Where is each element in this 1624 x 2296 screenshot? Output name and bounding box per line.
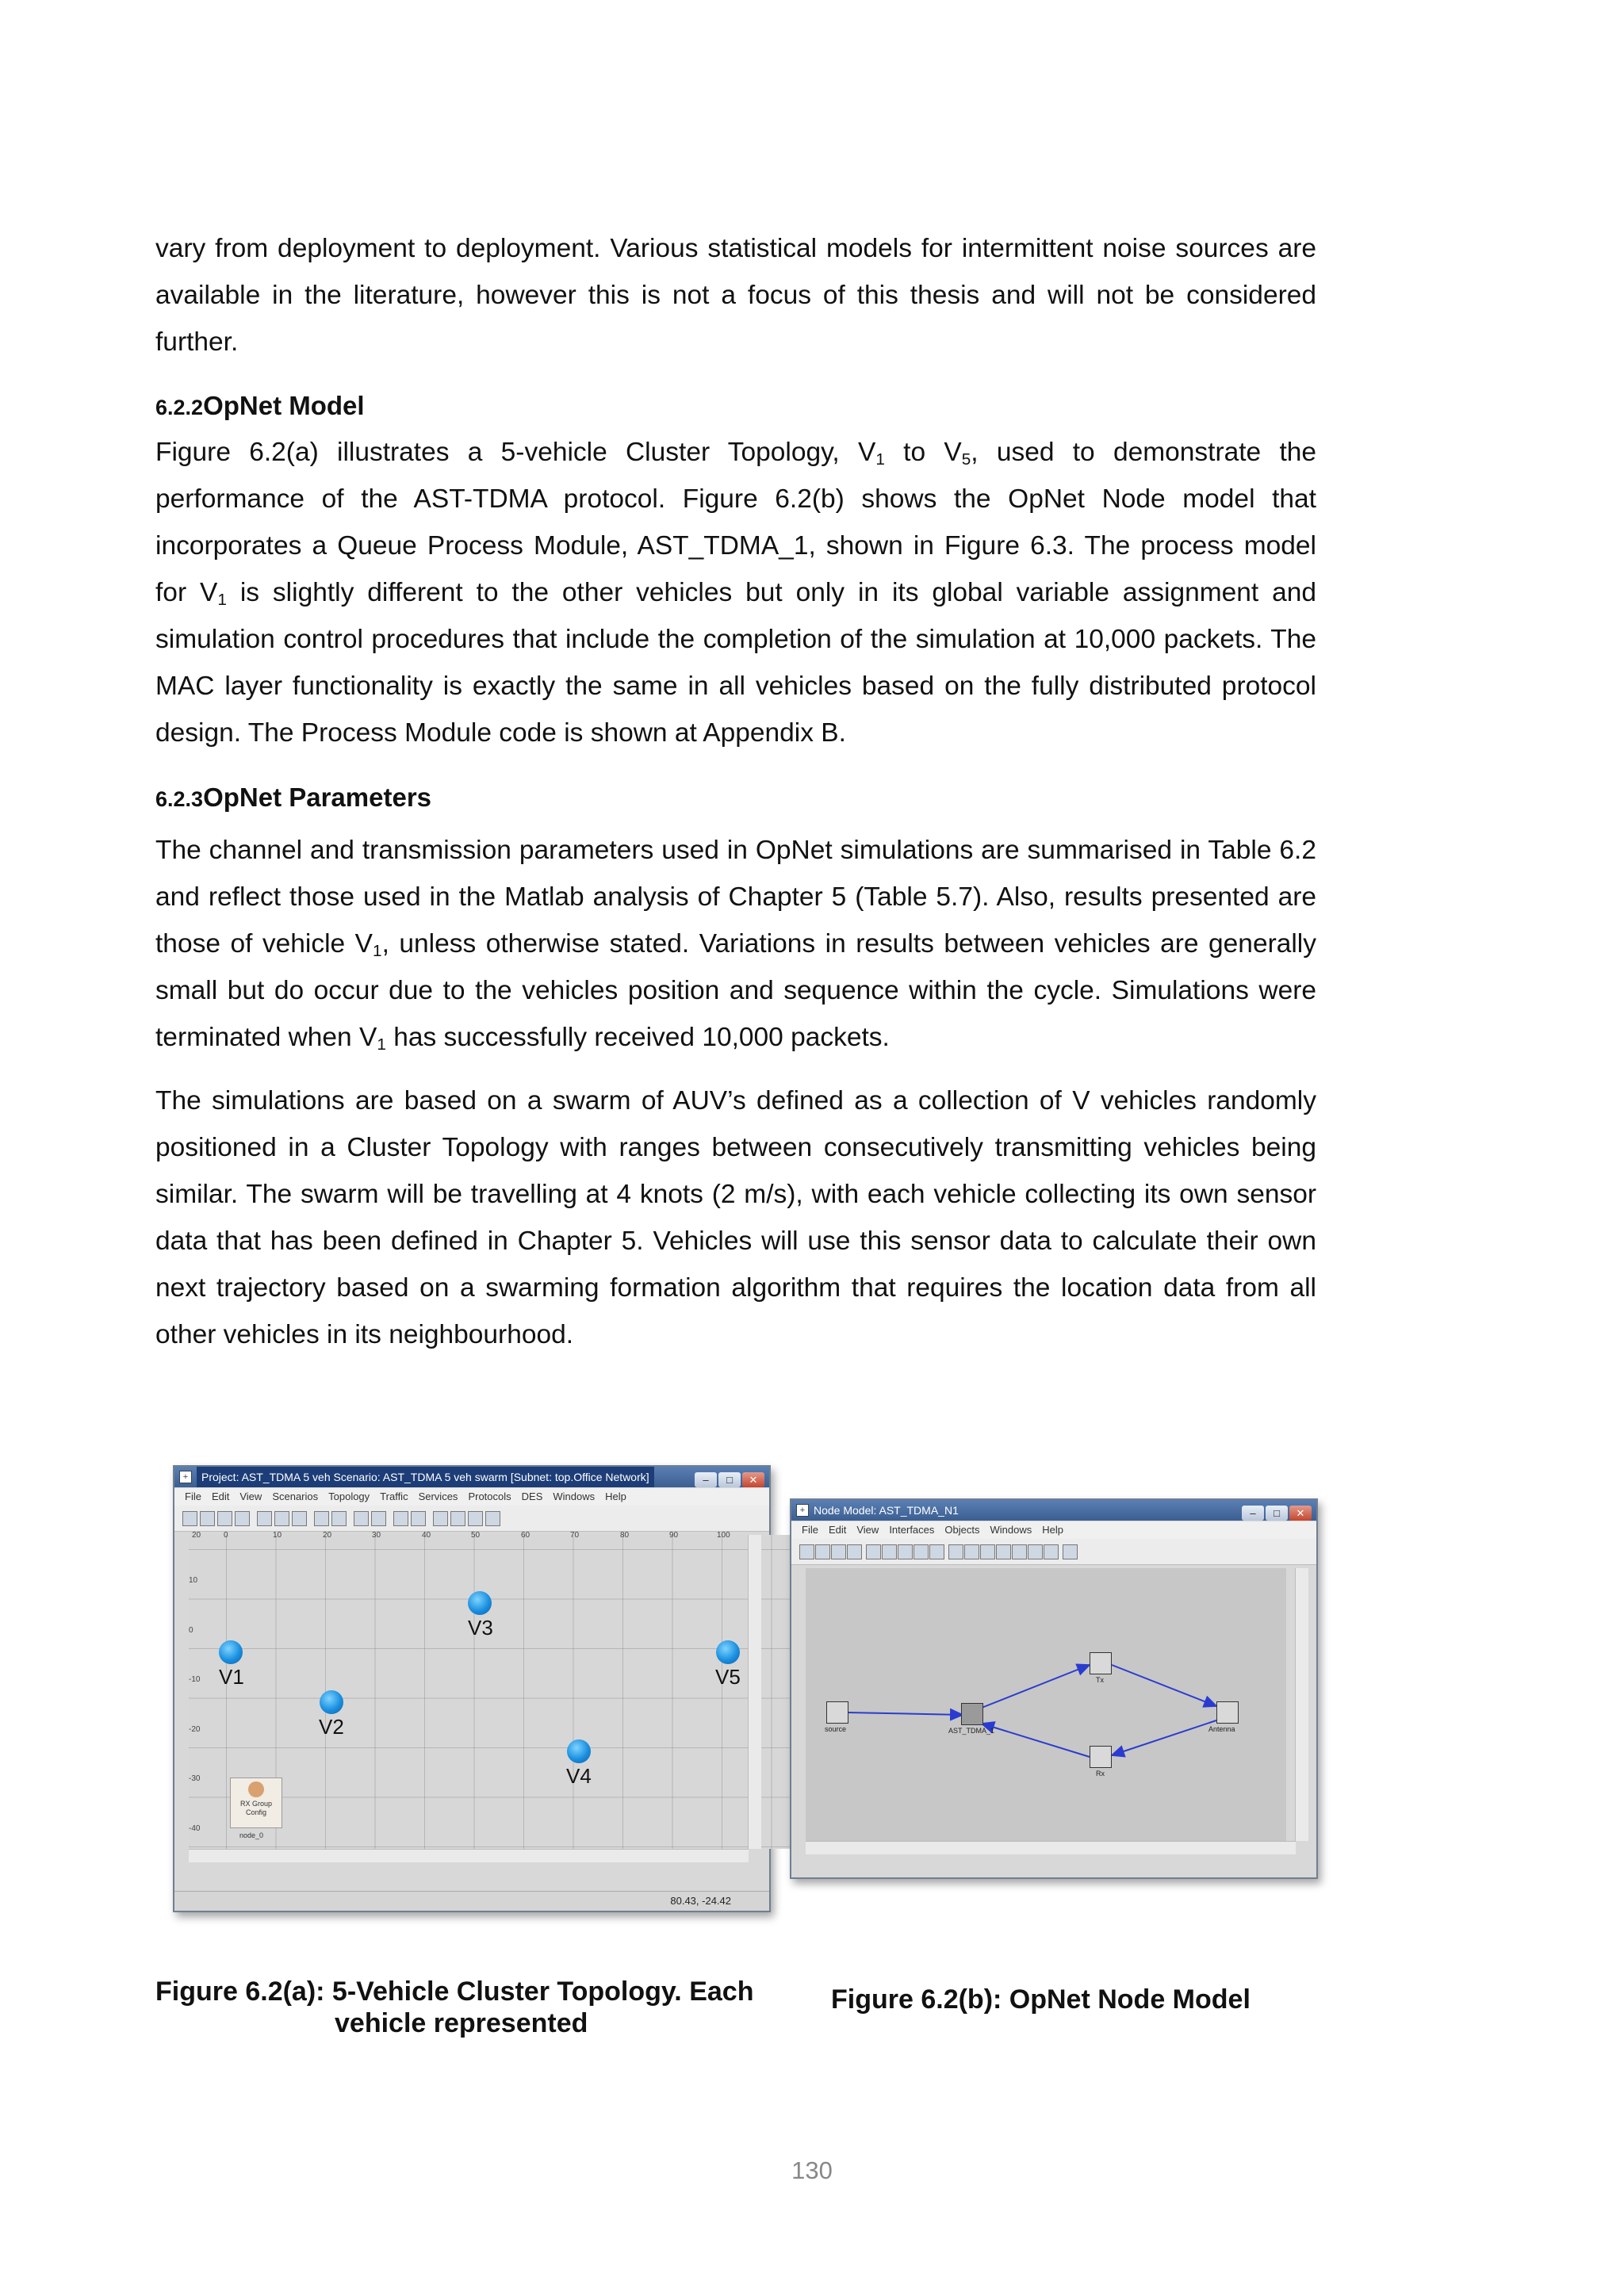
menu-objects[interactable]: Objects [944,1524,980,1536]
source-label: source [825,1725,847,1733]
receiver-icon[interactable] [1028,1544,1043,1559]
antenna-module-icon[interactable] [1216,1701,1239,1724]
vehicle-v5-node[interactable] [716,1640,740,1664]
x-tick: 90 [669,1531,679,1540]
menu-edit[interactable]: Edit [211,1490,230,1502]
y-tick: -10 [189,1675,201,1684]
rx-icon-label: RX Group Config [239,1800,273,1816]
section-title: OpNet Model [203,391,365,420]
toolbar [174,1506,769,1532]
minimize-button[interactable]: – [695,1472,717,1487]
tool-icon[interactable] [468,1511,483,1526]
menu-bar [791,1521,1316,1539]
menu-interfaces[interactable]: Interfaces [889,1524,935,1536]
y-tick: 0 [189,1626,193,1635]
save-icon[interactable] [217,1511,232,1526]
section-6-2-3-paragraph-2: The simulations are based on a swarm of AUV’s defined as a collection of V vehicles randomly positioned in a Cluster Topology with ranges between consecutively transmitting vehicles being similar. The swarm will be travelling at 4 knots (2 m/s), with each vehicle collecting its own sensor data that has been defined in Chapter 5. Vehicles will use this sensor data to calculate their own next trajectory based on a swarming formation algorithm that requires the location data from all other vehicles in its neighbourhood. [155,1086,1316,1349]
figure-6-2b-caption: Figure 6.2(b): OpNet Node Model [831,1984,1251,2015]
tool-icon[interactable] [257,1511,272,1526]
zoom-in-icon[interactable] [314,1511,329,1526]
transmitter-icon[interactable] [1012,1544,1027,1559]
subscript: 1 [377,1035,386,1054]
menu-view[interactable]: View [856,1524,879,1536]
antenna-icon[interactable] [1044,1544,1059,1559]
vehicle-label: V4 [566,1764,592,1788]
vehicle-v1-node[interactable] [219,1640,243,1664]
cursor-coordinates: 80.43, -24.42 [670,1895,731,1907]
new-icon[interactable] [182,1511,197,1526]
section-number: 6.2.3 [155,787,204,811]
x-tick: 20 [323,1531,332,1540]
x-tick: 10 [273,1531,282,1540]
x-tick: 70 [570,1531,580,1540]
tool-icon[interactable] [371,1511,386,1526]
horizontal-scrollbar[interactable] [189,1849,749,1862]
y-tick: -30 [189,1774,201,1783]
rx-to-queue-stream[interactable] [982,1724,1090,1757]
close-button[interactable]: ✕ [1289,1506,1312,1521]
window-titlebar [791,1500,1316,1521]
menu-des[interactable]: DES [521,1490,543,1502]
module-icon[interactable] [882,1544,897,1559]
window-title: Project: AST_TDMA 5 veh Scenario: AST_TDMA 5 veh swarm [Subnet: top.Office Network] [197,1467,654,1487]
section-title: OpNet Parameters [203,783,432,812]
run-icon[interactable] [1063,1544,1078,1559]
print-icon[interactable] [847,1544,862,1559]
tool-icon[interactable] [292,1511,307,1526]
window-titlebar [174,1467,769,1487]
vehicle-label: V1 [219,1665,244,1689]
status-bar [174,1891,769,1911]
stream-icon[interactable] [898,1544,913,1559]
section-6-2-2-paragraph [155,429,1316,756]
menu-traffic[interactable]: Traffic [380,1490,408,1502]
x-tick: 80 [620,1531,630,1540]
toolbar [791,1539,1316,1565]
vehicle-label: V5 [715,1665,741,1689]
print-icon[interactable] [235,1511,250,1526]
vehicle-v4-node[interactable] [567,1739,591,1763]
menu-windows[interactable]: Windows [553,1490,596,1502]
y-ruler [189,1535,205,1849]
minimize-button[interactable]: – [1242,1506,1264,1521]
x-tick: 30 [372,1531,381,1540]
rx-label: Rx [1096,1770,1105,1777]
vertical-scrollbar[interactable] [748,1535,761,1849]
menu-windows[interactable]: Windows [990,1524,1032,1536]
tool-icon[interactable] [393,1511,408,1526]
vehicle-v2-node[interactable] [320,1690,343,1714]
caption-line: Figure 6.2(a): 5-Vehicle Cluster Topology. Each [155,1976,754,2007]
opnet-node-model-window [790,1498,1318,1879]
x-tick: 50 [471,1531,481,1540]
stream-connections [806,1568,1286,1841]
menu-help[interactable]: Help [1042,1524,1063,1536]
text-run: has successfully received 10,000 packets. [385,1023,890,1052]
stat-wire-icon[interactable] [929,1544,944,1559]
tool-icon[interactable] [354,1511,369,1526]
y-tick: 10 [189,1576,198,1585]
menu-scenarios[interactable]: Scenarios [272,1490,319,1502]
text-run: Figure 6.2(a) illustrates a 5-vehicle Cluster Topology, V [155,438,876,467]
subscript: 5 [961,450,971,469]
subscript: 1 [217,591,227,610]
tool-icon[interactable] [274,1511,289,1526]
opnet-project-window [173,1465,771,1912]
receiver-icon[interactable] [964,1544,979,1559]
text-run: , unless otherwise stated. Variations in results between vehicles are generally small but do occur due to the vehicles position and sequence within the cycle. Simulations were terminated when V [155,929,1316,1052]
window-title: Node Model: AST_TDMA_N1 [814,1504,959,1517]
source-module-icon[interactable] [826,1701,848,1724]
tx-label: Tx [1096,1676,1104,1684]
app-icon: + [796,1504,809,1517]
menu-help[interactable]: Help [605,1490,626,1502]
vehicle-label: V2 [319,1715,344,1739]
vehicle-v3-node[interactable] [468,1591,492,1615]
section-heading-6-2-3 [155,783,431,813]
menu-file[interactable]: File [802,1524,818,1536]
y-tick: -20 [189,1725,201,1734]
antenna-to-rx-stream[interactable] [1112,1720,1216,1755]
transmitter-icon[interactable] [980,1544,995,1559]
open-icon[interactable] [815,1544,830,1559]
receiver-module-icon[interactable] [1090,1746,1112,1768]
rx-node-label: node_0 [239,1831,264,1839]
close-button[interactable]: ✕ [742,1472,764,1487]
zoom-out-icon[interactable] [331,1511,347,1526]
tool-icon[interactable] [450,1511,465,1526]
x-tick: 60 [521,1531,530,1540]
menu-view[interactable]: View [239,1490,262,1502]
menu-protocols[interactable]: Protocols [468,1490,511,1502]
y-tick: -40 [189,1824,201,1833]
menu-file[interactable]: File [185,1490,201,1502]
text-run: is slightly different to the other vehicles but only in its global variable assignment and simulation control procedures that include the completion of the simulation at 10,000 packets. The MAC layer functionality is exactly the same in all vehicles based on the fully distributed protocol design. The Process Module code is shown at Appendix B. [155,578,1317,748]
app-icon: + [179,1471,192,1483]
new-icon[interactable] [799,1544,814,1559]
node-model-canvas[interactable] [806,1568,1286,1841]
x-tick: 100 [717,1531,730,1540]
menu-edit[interactable]: Edit [828,1524,847,1536]
config-figure-icon [248,1781,264,1797]
maximize-button[interactable]: □ [718,1472,741,1487]
text-run: to V [884,438,962,467]
queue-label: AST_TDMA_1 [948,1727,995,1735]
section-6-2-3-paragraph-1 [155,827,1316,1061]
save-icon[interactable] [831,1544,846,1559]
section-heading-6-2-2 [155,391,365,421]
subscript: 1 [875,450,885,469]
queue-to-tx-stream[interactable] [982,1665,1090,1708]
tool-icon[interactable] [485,1511,500,1526]
page-number: 130 [791,2156,833,2184]
rx-group-config-icon[interactable] [230,1777,282,1828]
module-icon[interactable] [866,1544,881,1559]
transmitter-module-icon[interactable] [1090,1652,1112,1674]
queue-module-icon[interactable] [961,1703,983,1725]
subscript: 1 [373,942,382,961]
receiver-icon[interactable] [996,1544,1011,1559]
run-icon[interactable] [433,1511,448,1526]
tool-icon[interactable] [411,1511,426,1526]
menu-topology[interactable]: Topology [328,1490,370,1502]
text-run: The channel and transmission parameters used in OpNet simulations are summarised in Table 6.2 and reflect those used in the Matlab analysis of Chapter 5 (Table 5.7). Also, results presented are those of vehicle V [155,836,1316,959]
transmitter-icon[interactable] [948,1544,963,1559]
vehicle-label: V3 [468,1616,493,1640]
x-tick: 20 [192,1531,201,1540]
open-icon[interactable] [200,1511,215,1526]
antenna-label: Antenna [1208,1725,1235,1733]
source-to-queue-stream[interactable] [847,1712,963,1715]
tx-to-antenna-stream[interactable] [1112,1665,1216,1706]
menu-bar [174,1488,769,1506]
vertical-scrollbar[interactable] [1295,1568,1308,1841]
stream-icon[interactable] [914,1544,929,1559]
x-tick: 40 [422,1531,431,1540]
horizontal-scrollbar[interactable] [806,1841,1296,1854]
menu-services[interactable]: Services [418,1490,458,1502]
text-run: , used to demonstrate the performance of the AST-TDMA protocol. Figure 6.2(b) shows the OpNet Node model that incorporates a Queue Process Module, AST_TDMA_1, shown in Figure 6.3. The process model for V [155,438,1317,607]
figure-6-2a-caption [155,1976,782,2039]
caption-line: vehicle represented [335,2008,588,2038]
intro-paragraph: vary from deployment to deployment. Various statistical models for intermittent noise sources are available in the literature, however this is not a focus of this thesis and will not be considered further. [155,234,1316,357]
maximize-button[interactable]: □ [1266,1506,1288,1521]
x-tick: 0 [224,1531,228,1540]
section-number: 6.2.2 [155,396,204,419]
